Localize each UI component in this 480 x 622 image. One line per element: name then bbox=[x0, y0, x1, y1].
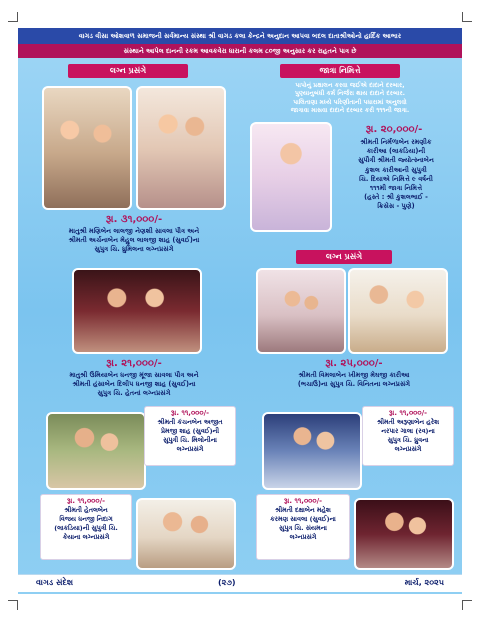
couple-photo-parents bbox=[256, 268, 346, 354]
donation-text-1: માતુશ્રી મણિબેન લાલજી નેણશી સાવલા પૌત્ર અને શ્રીમતી અર્ચનાબેન મેહુલ લાલજી શાહ (સુવઈ)ના સુપુત્ર ચિ. ધ્રુમિલના લગ્નપ્રસંગે bbox=[68, 227, 200, 254]
couple-photo-wedding-1 bbox=[136, 86, 226, 210]
couple-photo-dhruv bbox=[262, 412, 362, 490]
jatra-intro-poem: પાપોનું પ્રક્ષાલન કરવા જઈએ દાદાને દરબાર, પુણ્યાનુબંધી કર્મ નિર્જરા થાય દાદાને દરબાર. પાલિતાણા મધ્યે પરિણીતાની પધારામાં અનુલવો જાત્રાવા માસવા દાદાને દરબાર કરી ૧૧૧ની જાત્રા. bbox=[290, 82, 410, 115]
section-ribbon-wedding-right: લગ્ન પ્રસંગે bbox=[296, 250, 392, 264]
couple-photo-keya bbox=[136, 498, 236, 570]
page-footer bbox=[18, 574, 462, 592]
donation-text-8: શ્રીમતી દક્ષાબેન મહેશ કરમણ સાવલા (સુવઈ)ના સુપુત્ર ચિ. સંયમના લગ્નપ્રસંગે bbox=[270, 506, 336, 541]
donation-box-6 bbox=[362, 406, 454, 466]
magazine-page bbox=[18, 28, 462, 594]
donation-text-7: શ્રીમતી હેતલબેન વિજય ધનજી નિદાગ (લાકડિયા)ની સુપુત્રી ચિ. કેયાના લગ્નપ્રસંગે bbox=[54, 506, 118, 541]
couple-photo-miloni bbox=[46, 412, 146, 490]
donation-amount-7: રૂા. ૧૧,૦૦૦/- bbox=[66, 497, 106, 505]
donation-text-6: શ્રીમતી અરૂણાબેન હરેશ નરપાર ગાલા (રવ)ના સુપુત્ર ચિ. ધ્રુવના લગ્નપ્રસંગે bbox=[376, 418, 439, 453]
section-ribbon-jatra: જાત્રા નિમિત્તે bbox=[280, 64, 400, 78]
couple-photo-vinit bbox=[348, 268, 448, 354]
crop-mark-bottom-left bbox=[8, 600, 18, 610]
donation-amount-4: રૂા. ૨૫,૦૦૦/- bbox=[325, 358, 383, 369]
donation-box-5 bbox=[144, 406, 236, 466]
donation-amount-8: રૂા. ૧૧,૦૦૦/- bbox=[283, 497, 323, 505]
section-ribbon-wedding-left: લગ્ન પ્રસંગે bbox=[68, 64, 188, 78]
footer-magazine-name: વાગડ સંદેશ bbox=[36, 578, 74, 587]
couple-photo-elderly bbox=[42, 86, 132, 210]
couple-photo-het bbox=[72, 268, 202, 354]
crop-mark-bottom-right bbox=[462, 600, 472, 610]
donation-text-4: શ્રીમતી વિમલાબેન ખીમજી મેઘજી કારીઆ (ભચાઉ)ના સુપુત્ર ચિ. વિનિતના લગ્નપ્રસંગે bbox=[297, 371, 411, 389]
donation-amount-5: રૂા. ૧૧,૦૦૦/- bbox=[170, 409, 210, 417]
crop-mark-top-right bbox=[462, 12, 472, 22]
donation-amount-6: રૂા. ૧૧,૦૦૦/- bbox=[388, 409, 428, 417]
donation-amount-2: રૂા. ૨૦,૦૦૦/- bbox=[365, 124, 423, 135]
donation-text-5: શ્રીમતી કંચનબેન અજીત પ્રેમજી શાહ (સુવઈ)ની સુપુત્રી ચિ. મિલોનીના લગ્નપ્રસંગે bbox=[157, 418, 223, 453]
donation-amount-1: રૂા. ૩૧,૦૦૦/- bbox=[105, 214, 163, 225]
donation-box-7 bbox=[40, 494, 132, 560]
footer-date: માર્ચ, ૨૦૨૫ bbox=[404, 578, 444, 587]
donation-amount-3: રૂા. ૨૧,૦૦૦/- bbox=[106, 358, 162, 369]
donation-text-3: માતુશ્રી ઉમિયાબેન ધનજી મૂંજા સાવલા પૌત્ર અને શ્રીમતી હંસાબેન દિલીપ ધનજી શાહ (સુવઈ)ના સુપુત્ર ચિ. હેતનાં લગ્નપ્રસંગે bbox=[69, 371, 199, 398]
couple-photo-sanyam bbox=[354, 498, 454, 570]
girl-photo-diya bbox=[250, 122, 332, 232]
crop-mark-top-left bbox=[8, 12, 18, 22]
footer-page-number: (૨૭) bbox=[218, 578, 236, 587]
header-line-2: સંસ્થાને આપેલ દાનની રકમ આવકવેરા ધારાની કલમ ૮૦જી અનુસાર કર રાહતને પાત્ર છે bbox=[18, 44, 462, 58]
donation-text-2: શ્રીમતી નિર્મળાબેન રમણીક કારીઆ (લાકડિયા)ની સુપૌત્રી શ્રીમતી જ્યોત્સ્નાબેન કુશલ કારીઆની સુપુત્રી ચિ. દિયાએ નિમિત્તે ૯ વર્ષની ૧૧૧મી જાત્રા નિમિત્તે (હસ્તે : શ્રી કુશલભાઈ - ક્રિસેસ - પુણે) bbox=[358, 138, 434, 211]
donation-box-8 bbox=[256, 494, 350, 560]
header-line-1: વાગડ વીસા ઓશવાળ સમાજની સર્વમાન્ય સંસ્થા શ્રી વાગડ કલા કેન્દ્રને અનુદાન આપવા બદલ દાતાશ્રીઓનો હાર્દિક આભાર bbox=[18, 28, 462, 44]
